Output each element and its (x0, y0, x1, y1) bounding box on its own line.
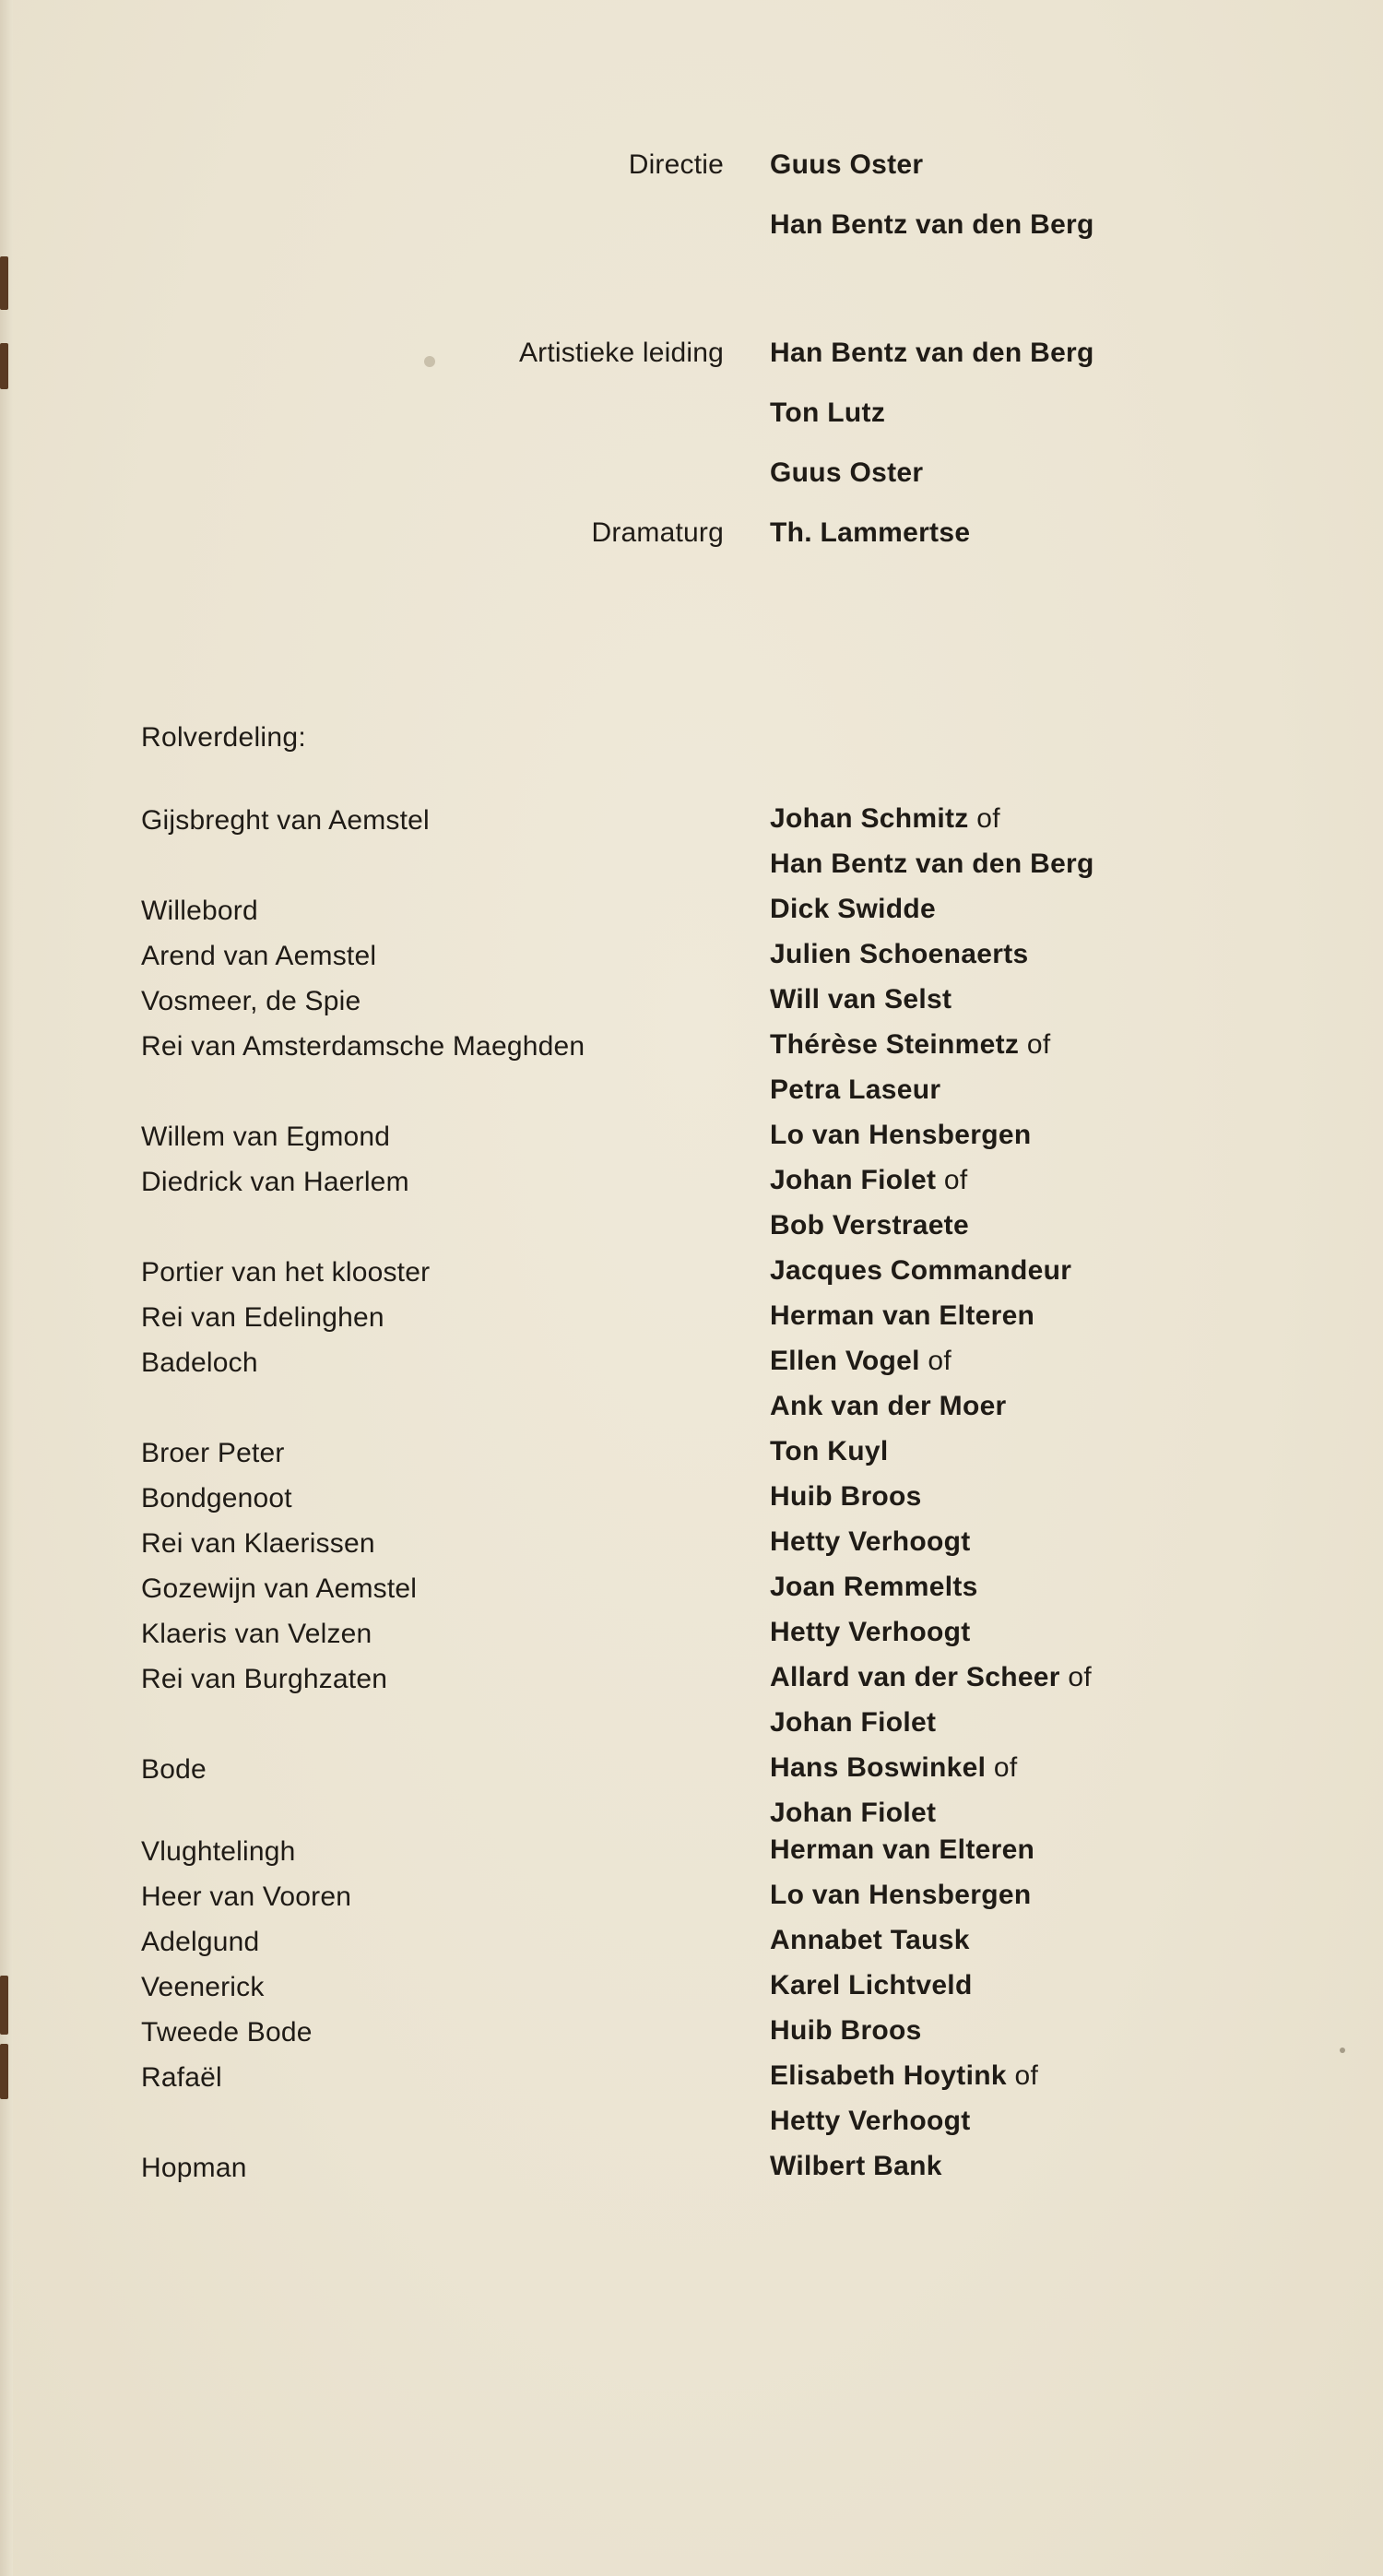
artistieke-leiding-name-1: Han Bentz van den Berg (770, 338, 1094, 368)
cast-role: Rafaël (141, 2062, 222, 2093)
artistieke-leiding-label: Artistieke leiding (518, 338, 724, 368)
cast-role: Rei van Klaerissen (141, 1528, 375, 1559)
cast-actor: Johan Fiolet of (770, 1165, 968, 1195)
cast-actor: Petra Laseur (770, 1074, 941, 1105)
cast-role: Klaeris van Velzen (141, 1619, 372, 1649)
cast-actor: Elisabeth Hoytink of (770, 2060, 1039, 2091)
cast-role: Vosmeer, de Spie (141, 986, 361, 1016)
cast-role: Broer Peter (141, 1438, 285, 1468)
cast-actor: Lo van Hensbergen (770, 1120, 1032, 1150)
cast-actor: Han Bentz van den Berg (770, 849, 1094, 879)
directie-label: Directie (628, 149, 724, 180)
cast-role: Adelgund (141, 1927, 260, 1957)
cast-actor: Herman van Elteren (770, 1300, 1035, 1331)
directie-name-1: Guus Oster (770, 149, 924, 180)
staple-bottom-1 (0, 1976, 8, 2035)
cast-actor: Huib Broos (770, 1481, 922, 1512)
artistieke-leiding-name-2: Ton Lutz (770, 398, 886, 428)
cast-role: Rei van Burghzaten (141, 1664, 388, 1694)
cast-actor: Jacques Commandeur (770, 1255, 1072, 1286)
cast-actor: Ellen Vogel of (770, 1346, 952, 1376)
dramaturg-label: Dramaturg (591, 517, 724, 548)
cast-actor: Lo van Hensbergen (770, 1880, 1032, 1910)
cast-role: Heer van Vooren (141, 1882, 352, 1912)
cast-actor: Hetty Verhoogt (770, 1526, 971, 1557)
cast-actor: Thérèse Steinmetz of (770, 1029, 1051, 1060)
paper-speck (1340, 2048, 1345, 2053)
cast-actor: Joan Remmelts (770, 1572, 978, 1602)
staple-bottom-2 (0, 2044, 8, 2099)
cast-actor: Hans Boswinkel of (770, 1752, 1018, 1783)
cast-role: Portier van het klooster (141, 1257, 431, 1288)
cast-actor: Karel Lichtveld (770, 1970, 973, 2000)
cast-actor: Annabet Tausk (770, 1925, 970, 1955)
artistieke-leiding-name-3: Guus Oster (770, 457, 924, 488)
dramaturg-name: Th. Lammertse (770, 517, 971, 548)
cast-actor: Johan Schmitz of (770, 803, 1000, 834)
cast-actor: Ton Kuyl (770, 1436, 889, 1466)
cast-actor: Bob Verstraete (770, 1210, 969, 1241)
staple-top-1 (0, 256, 8, 310)
cast-role: Diedrick van Haerlem (141, 1167, 409, 1197)
staple-top-2 (0, 343, 8, 389)
cast-role: Gijsbreght van Aemstel (141, 805, 430, 836)
cast-actor: Hetty Verhoogt (770, 1617, 971, 1647)
directie-name-2: Han Bentz van den Berg (770, 209, 1094, 240)
cast-role: Rei van Edelinghen (141, 1302, 384, 1333)
cast-actor: Allard van der Scheer of (770, 1662, 1093, 1692)
cast-role: Tweede Bode (141, 2017, 313, 2048)
cast-role: Veenerick (141, 1972, 265, 2002)
cast-actor: Will van Selst (770, 984, 952, 1015)
cast-role: Bondgenoot (141, 1483, 292, 1514)
cast-role: Rei van Amsterdamsche Maeghden (141, 1031, 585, 1062)
cast-role: Vlughtelingh (141, 1836, 296, 1867)
cast-role: Arend van Aemstel (141, 941, 377, 971)
cast-role: Hopman (141, 2153, 247, 2183)
cast-actor: Johan Fiolet (770, 1707, 937, 1738)
cast-role: Willebord (141, 896, 258, 926)
cast-role: Willem van Egmond (141, 1122, 391, 1152)
cast-actor: Huib Broos (770, 2015, 922, 2046)
cast-actor: Hetty Verhoogt (770, 2106, 971, 2136)
cast-actor: Johan Fiolet (770, 1798, 937, 1828)
cast-actor: Ank van der Moer (770, 1391, 1007, 1421)
cast-role: Gozewijn van Aemstel (141, 1573, 418, 1604)
cast-actor: Wilbert Bank (770, 2151, 942, 2181)
cast-actor: Julien Schoenaerts (770, 939, 1029, 969)
cast-role: Bode (141, 1754, 207, 1785)
cast-actor: Herman van Elteren (770, 1834, 1035, 1865)
cast-actor: Dick Swidde (770, 894, 937, 924)
cast-role: Badeloch (141, 1347, 258, 1378)
rolverdeling-heading: Rolverdeling: (141, 722, 306, 753)
